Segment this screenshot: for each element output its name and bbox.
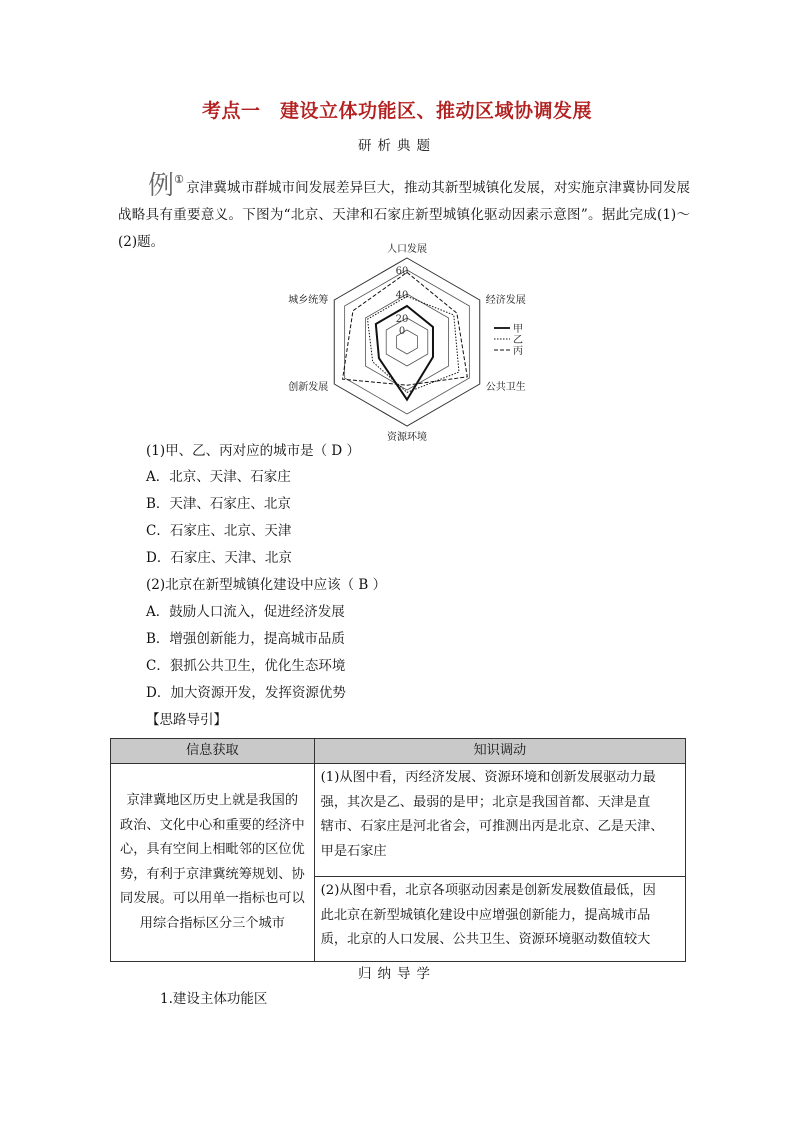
guide-analysis-1-line: (1)从图中看，丙经济发展、资源环境和创新发展驱动力最 xyxy=(320,770,656,785)
legend-label: 甲 xyxy=(513,324,523,335)
guide-analysis-1-line: 辖市、石家庄是河北省会，可推测出丙是北京、乙是天津、 xyxy=(320,819,664,834)
example-stem xyxy=(118,166,690,256)
question-1-option-b: B．天津、石家庄、北京 xyxy=(146,496,291,512)
radar-axis-label: 创新发展 xyxy=(288,382,329,393)
legend-label: 丙 xyxy=(513,346,523,357)
radar-axis-label: 经济发展 xyxy=(485,295,526,306)
question-1-option-c: C．石家庄、北京、天津 xyxy=(146,523,292,539)
radar-axis-label: 公共卫生 xyxy=(485,382,526,393)
guide-analysis-2-line: (2)从图中看，北京各项驱动因素是创新发展数值最低，因 xyxy=(320,883,656,898)
guide-info-line: 势，有利于京津冀统筹规划、协 xyxy=(120,866,305,882)
subsection-heading: 1.建设主体功能区 xyxy=(160,991,268,1007)
guide-info-cell xyxy=(111,764,315,962)
guide-info-line: 用综合指标区分三个城市 xyxy=(139,915,285,931)
question-1-stem: (1)甲、乙、丙对应的城市是（ D ） xyxy=(146,443,361,459)
question-2-stem: (2)北京在新型城镇化建设中应该（ B ） xyxy=(146,577,387,593)
guide-analysis-1-line: 强，其次是乙、最弱的是甲；北京是我国首都、天津是直 xyxy=(320,794,651,810)
question-2-option-d: D．加大资源开发，发挥资源优势 xyxy=(146,685,346,701)
radar-axis-label: 资源环境 xyxy=(387,432,427,443)
question-2-option-b: B．增强创新能力，提高城市品质 xyxy=(146,631,345,647)
example-text: 京津冀城市群城市间发展差异巨大，推动其新型城镇化发展，对实施京津冀协同发展战略具有重要意义。下图为“北京、天津和石家庄新型城镇化驱动因素示意图”。据此完成(1)～(2)题。 xyxy=(118,180,690,250)
guide-info-line: 政治、文化中心和重要的经济中 xyxy=(120,817,305,833)
guide-analysis-2-line: 此北京在新型城镇化建设中应增强创新能力，提高城市品 xyxy=(320,907,651,923)
guide-col1-header: 信息获取 xyxy=(111,739,315,764)
radar-legend xyxy=(494,323,523,357)
question-2-option-a: A．鼓励人口流入，促进经济发展 xyxy=(146,604,345,620)
legend-label: 乙 xyxy=(513,335,523,346)
guide-heading: 【思路导引】 xyxy=(146,712,227,728)
radar-tick-label: 40 xyxy=(395,290,409,301)
guide-col2-header: 知识调动 xyxy=(314,739,685,764)
guide-analysis-2 xyxy=(314,877,685,962)
section-heading: 研析典题 xyxy=(358,138,436,154)
guide-table xyxy=(110,738,686,962)
radar-ring xyxy=(386,318,428,366)
radar-axis-label: 人口发展 xyxy=(387,244,427,255)
radar-tick-label: 20 xyxy=(395,314,409,325)
radar-chart xyxy=(288,244,540,443)
guide-analysis-1-line: 甲是石家庄 xyxy=(320,843,387,859)
radar-tick-label: 0 xyxy=(398,326,406,337)
summary-heading: 归纳导学 xyxy=(358,966,436,982)
page-title: 考点一 建设立体功能区、推动区域协调发展 xyxy=(201,100,592,122)
example-mark: 例 xyxy=(148,171,175,201)
question-1-option-d: D．石家庄、天津、北京 xyxy=(146,550,292,566)
guide-info-line: 同发展。可以用单一指标也可以 xyxy=(120,891,305,906)
radar-axis-label: 城乡统筹 xyxy=(288,295,329,306)
guide-analysis-1 xyxy=(314,764,685,877)
guide-analysis-2-line: 质，北京的人口发展、公共卫生、资源环境驱动数值较大 xyxy=(320,932,651,947)
guide-info-line: 京津冀地区历史上就是我国的 xyxy=(126,793,299,808)
question-2-option-c: C．狠抓公共卫生，优化生态环境 xyxy=(146,658,346,674)
question-1-option-a: A．北京、天津、石家庄 xyxy=(146,469,291,485)
guide-info-line: 心，具有空间上相毗邻的区位优 xyxy=(120,842,305,857)
radar-tick-label: 60 xyxy=(395,266,409,277)
example-index: ① xyxy=(174,173,185,186)
